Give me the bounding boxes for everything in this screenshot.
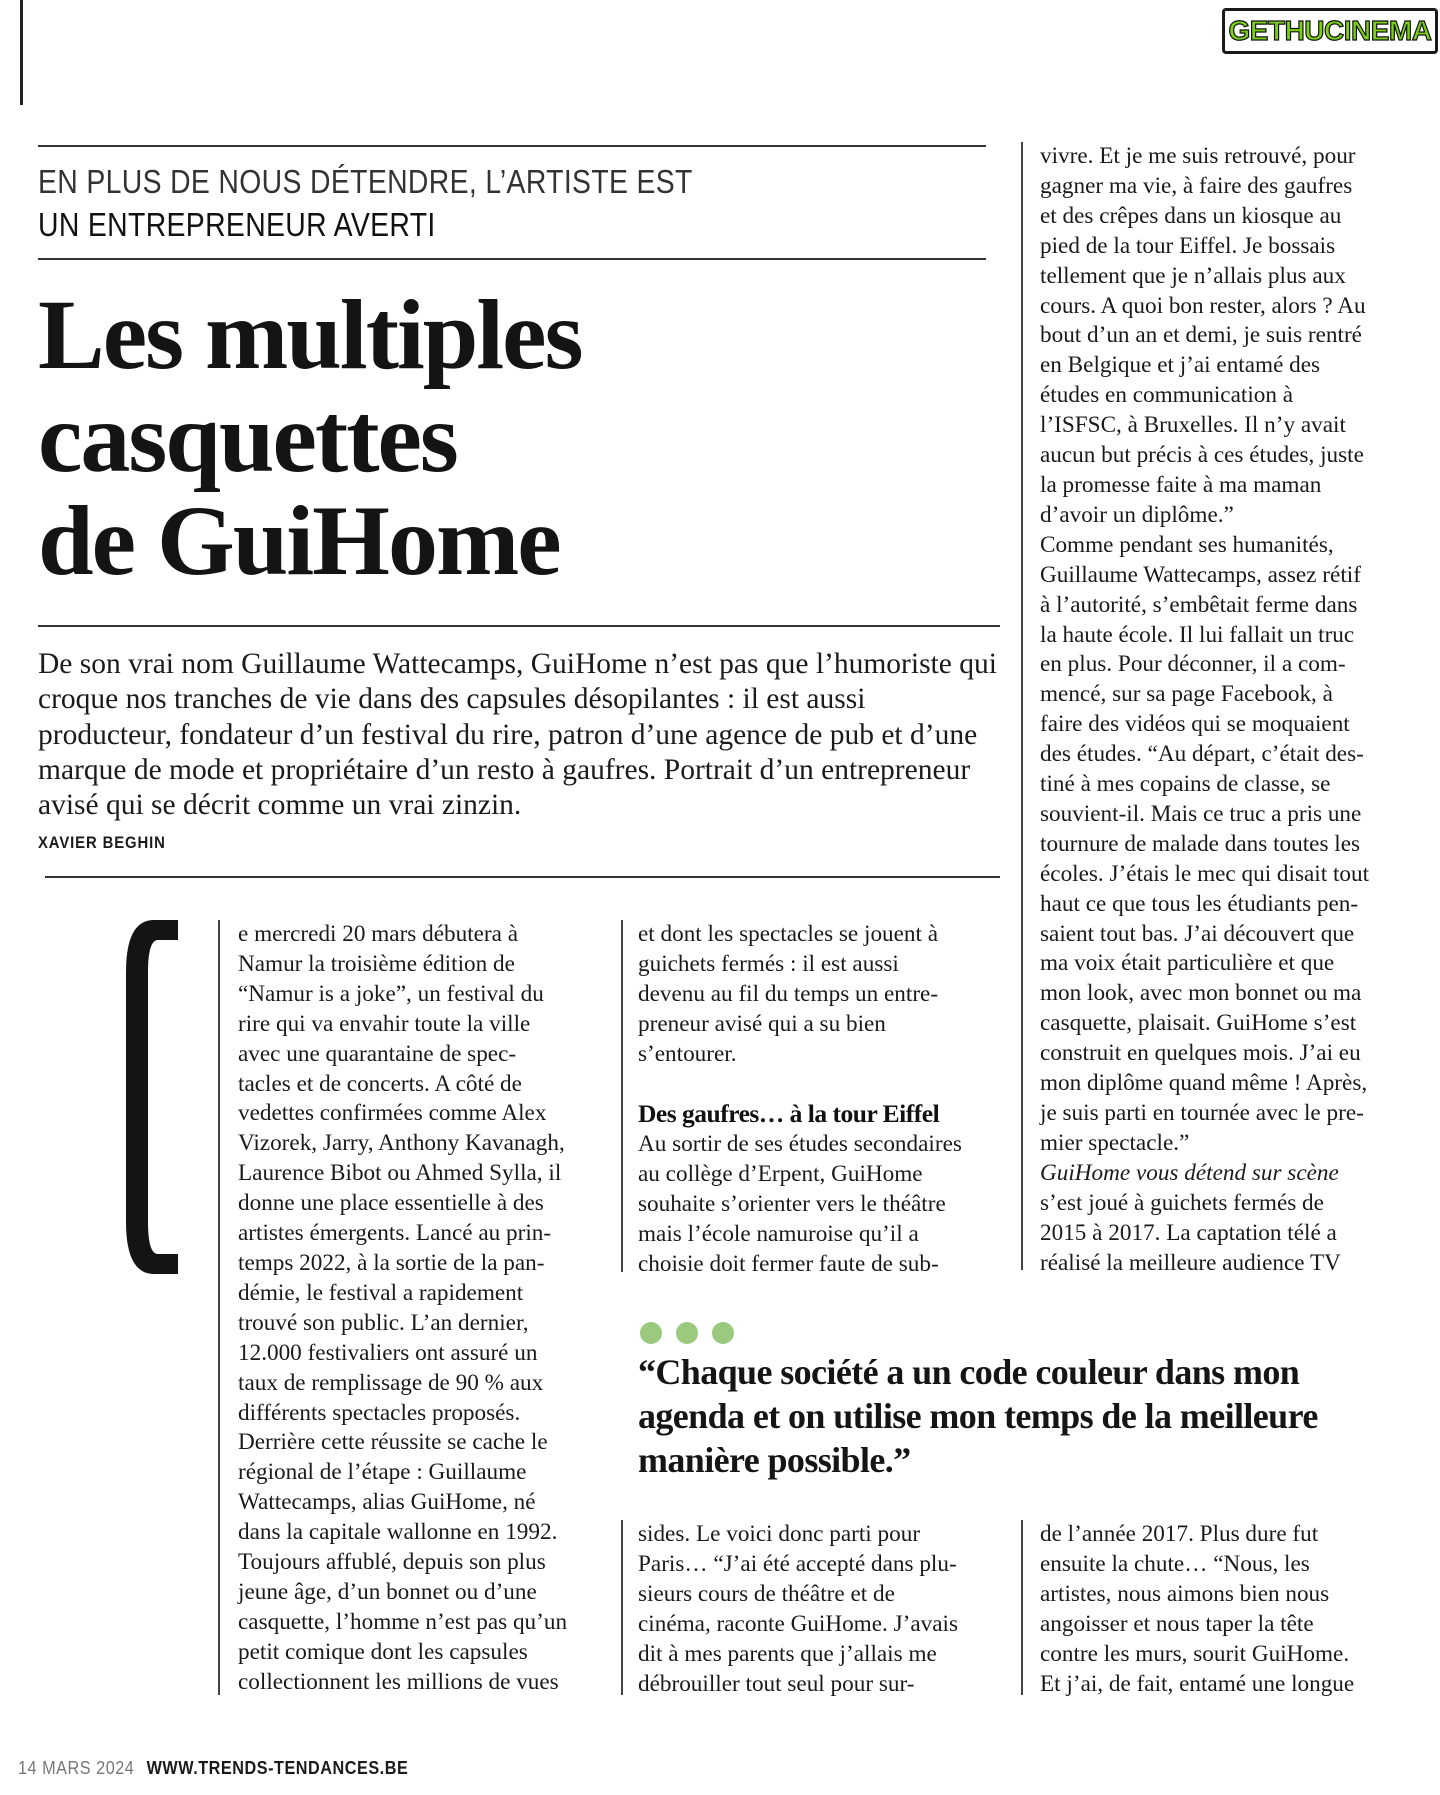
text-line: en plus. Pour déconner, il a com- bbox=[1040, 651, 1346, 678]
text-line: d’avoir un diplôme.” bbox=[1040, 501, 1234, 528]
text-line: vivre. Et je me suis retrouvé, pour bbox=[1040, 143, 1356, 169]
footer-date: 14 MARS 2024 bbox=[18, 1758, 135, 1778]
dropcap-letter bbox=[118, 912, 182, 1282]
text-line: tiné à mes copains de classe, se bbox=[1040, 771, 1331, 798]
text-line: cours. A quoi bon rester, alors ? Au bbox=[1040, 292, 1366, 319]
quote-line: manière possible.” bbox=[638, 1440, 911, 1480]
text-line: ensuite la chute… “Nous, les bbox=[1040, 1550, 1310, 1577]
column-1 bbox=[238, 920, 608, 1698]
column-3-tail-text bbox=[1040, 1189, 1425, 1279]
text-line: Namur la troisième édition de bbox=[238, 950, 515, 977]
text-line: faire des vidéos qui se moquaient bbox=[1040, 711, 1350, 738]
kicker-top-rule bbox=[38, 145, 986, 147]
title-line: casquettes bbox=[38, 382, 457, 493]
text-line: à l’autorité, s’embêtait ferme dans bbox=[1040, 591, 1358, 618]
text-line: souvient-il. Mais ce truc a pris une bbox=[1040, 800, 1362, 827]
subheading: Des gaufres… à la tour Eiffel bbox=[638, 1099, 940, 1128]
text-line: ma voix était particulière et que bbox=[1040, 950, 1335, 977]
footer-url[interactable]: WWW.TRENDS-TENDANCES.BE bbox=[146, 1758, 409, 1778]
show-title-italic: GuiHome vous détend sur scène bbox=[1040, 1159, 1339, 1186]
text-line: la haute école. Il lui fallait un truc bbox=[1040, 621, 1355, 648]
column-divider-2b bbox=[621, 1520, 623, 1695]
quote-line: agenda et on utilise mon temps de la meilleure bbox=[638, 1396, 1318, 1436]
text-line: mon look, avec mon bonnet ou ma bbox=[1040, 980, 1362, 1007]
text-line: différents spectacles proposés. bbox=[238, 1399, 521, 1426]
text-line: casquette, plaisait. GuiHome s’est bbox=[1040, 1010, 1357, 1037]
text-line: sieurs cours de théâtre et de bbox=[638, 1580, 895, 1607]
watermark-text: GETHUCINEMA bbox=[1228, 15, 1432, 46]
text-line: contre les murs, sourit GuiHome. bbox=[1040, 1640, 1350, 1667]
text-line: mais l’école namuroise qu’il a bbox=[638, 1220, 919, 1247]
text-line: Wattecamps, alias GuiHome, né bbox=[238, 1489, 536, 1516]
quote-dot bbox=[712, 1322, 734, 1344]
title-line: de GuiHome bbox=[38, 485, 560, 596]
text-line: dans la capitale wallonne en 1992. bbox=[238, 1519, 558, 1546]
text-line: s’entourer. bbox=[638, 1040, 737, 1067]
text-line: je suis parti en tournée avec le pre- bbox=[1040, 1100, 1364, 1126]
page-edge-rule bbox=[20, 0, 23, 105]
text-line: collectionnent les millions de vues bbox=[238, 1668, 559, 1695]
text-line: tellement que je n’allais plus aux bbox=[1040, 262, 1346, 289]
text-line: preneur avisé qui a su bien bbox=[638, 1010, 886, 1037]
text-line: casquette, l’homme n’est pas qu’un bbox=[238, 1608, 568, 1635]
text-line: et des crêpes dans un kiosque au bbox=[1040, 202, 1342, 229]
text-line: 12.000 festivaliers ont assuré un bbox=[238, 1339, 538, 1366]
quote-dot bbox=[676, 1322, 698, 1344]
text-line: artistes émergents. Lancé au prin- bbox=[238, 1220, 552, 1247]
text-line: de l’année 2017. Plus dure fut bbox=[1040, 1521, 1319, 1547]
text-line: Derrière cette réussite se cache le bbox=[238, 1429, 548, 1456]
kicker-line-2: UN ENTREPRENEUR AVERTI bbox=[38, 206, 436, 243]
text-line: devenu au fil du temps un entre- bbox=[638, 980, 939, 1007]
page-footer bbox=[18, 1758, 408, 1779]
text-line: choisie doit fermer faute de sub- bbox=[638, 1250, 939, 1277]
text-line: pied de la tour Eiffel. Je bossais bbox=[1040, 232, 1336, 259]
text-line: écoles. J’étais le mec qui disait tout bbox=[1040, 860, 1370, 887]
pull-quote bbox=[638, 1350, 1428, 1482]
lead-bottom-rule bbox=[45, 876, 1000, 878]
text-line: 2015 à 2017. La captation télé a bbox=[1040, 1219, 1337, 1246]
kicker-bottom-rule bbox=[38, 258, 986, 260]
column-3-bottom bbox=[1040, 1520, 1425, 1699]
text-line: donne une place essentielle à des bbox=[238, 1190, 544, 1217]
text-line: souhaite s’orienter vers le théâtre bbox=[638, 1190, 946, 1217]
quote-dot bbox=[640, 1322, 662, 1344]
text-line: Guillaume Wattecamps, assez rétif bbox=[1040, 561, 1361, 588]
text-line: l’ISFSC, à Bruxelles. Il n’y avait bbox=[1040, 412, 1346, 439]
kicker-line-1: EN PLUS DE NOUS DÉTENDRE, L’ARTISTE EST bbox=[38, 163, 693, 200]
column-divider-3b bbox=[1021, 1520, 1023, 1695]
text-line: haut ce que tous les étudiants pen- bbox=[1040, 890, 1359, 917]
text-line: trouvé son public. L’an dernier, bbox=[238, 1309, 529, 1336]
text-line: aucun but précis à ces études, juste bbox=[1040, 442, 1364, 469]
article-title bbox=[38, 279, 1038, 596]
text-line: jeune âge, d’un bonnet ou d’une bbox=[238, 1578, 537, 1605]
title-bottom-rule bbox=[38, 625, 1000, 627]
column-2-middle-text bbox=[638, 1130, 1018, 1280]
text-line: réalisé la meilleure audience TV bbox=[1040, 1249, 1341, 1276]
byline: XAVIER BEGHIN bbox=[38, 834, 166, 852]
column-3-top bbox=[1040, 142, 1425, 1278]
text-line: dit à mes parents que j’allais me bbox=[638, 1640, 937, 1667]
text-line: études en communication à bbox=[1040, 382, 1294, 409]
text-line: Toujours affublé, depuis son plus bbox=[238, 1549, 546, 1576]
column-2-middle bbox=[638, 1098, 1018, 1280]
text-line: avec une quarantaine de spec- bbox=[238, 1040, 517, 1067]
text-line: tacles et de concerts. A côté de bbox=[238, 1070, 522, 1097]
text-line: démie, le festival a rapidement bbox=[238, 1279, 524, 1306]
column-3-top-text bbox=[1040, 142, 1425, 1159]
quote-line: “Chaque société a un code couleur dans mon bbox=[638, 1352, 1300, 1392]
text-line: e mercredi 20 mars débutera à bbox=[238, 921, 519, 947]
text-line: mon diplôme quand même ! Après, bbox=[1040, 1070, 1368, 1097]
column-2-top bbox=[638, 920, 1018, 1070]
text-line: angoisser et nous taper la tête bbox=[1040, 1610, 1314, 1637]
text-line: taux de remplissage de 90 % aux bbox=[238, 1369, 544, 1396]
lead-paragraph: De son vrai nom Guillaume Wattecamps, GuiHome n’est pas que l’humoriste qui croque nos tranches de vie dans des capsules désopilantes : il est aussi producteur, fondateur d’un festival du rire, patron d’une agence de pub et d’une marque de mode et propriétaire d’un resto à gaufres. Portrait d’un entrepreneur avisé qui se décrit comme un vrai zinzin. bbox=[38, 648, 997, 822]
text-line: Paris… “J’ai été accepté dans plu- bbox=[638, 1550, 957, 1577]
title-line: Les multiples bbox=[38, 279, 582, 390]
text-line: la promesse faite à ma maman bbox=[1040, 471, 1322, 498]
text-line: et dont les spectacles se jouent à bbox=[638, 921, 939, 947]
kicker bbox=[38, 160, 864, 246]
text-line: rire qui va envahir toute la ville bbox=[238, 1010, 531, 1037]
text-line: mier spectacle.” bbox=[1040, 1129, 1190, 1156]
text-line: en Belgique et j’ai entamé des bbox=[1040, 352, 1321, 379]
text-line: Laurence Bibot ou Ahmed Sylla, il bbox=[238, 1160, 562, 1187]
watermark-logo bbox=[1222, 8, 1438, 54]
text-line: “Namur is a joke”, un festival du bbox=[238, 980, 544, 1007]
text-line: saient tout bas. J’ai découvert que bbox=[1040, 920, 1355, 947]
text-line: Et j’ai, de fait, entamé une longue bbox=[1040, 1670, 1355, 1697]
text-line: sides. Le voici donc parti pour bbox=[638, 1521, 921, 1547]
text-line: bout d’un an et demi, je suis rentré bbox=[1040, 322, 1362, 349]
text-line: gagner ma vie, à faire des gaufres bbox=[1040, 172, 1353, 199]
text-line: au collège d’Erpent, GuiHome bbox=[638, 1160, 923, 1187]
text-line: des études. “Au départ, c’était des- bbox=[1040, 741, 1364, 768]
text-line: tournure de malade dans toutes les bbox=[1040, 830, 1361, 857]
text-line: Au sortir de ses études secondaires bbox=[638, 1131, 962, 1157]
text-line: guichets fermés : il est aussi bbox=[638, 950, 899, 977]
column-2-bottom bbox=[638, 1520, 1018, 1699]
text-line: vedettes confirmées comme Alex bbox=[238, 1100, 547, 1127]
text-line: s’est joué à guichets fermés de bbox=[1040, 1189, 1324, 1216]
column-divider-1 bbox=[218, 920, 220, 1695]
text-line: petit comique dont les capsules bbox=[238, 1638, 528, 1665]
text-line: débrouiller tout seul pour sur- bbox=[638, 1670, 915, 1697]
text-line: mencé, sur sa page Facebook, à bbox=[1040, 681, 1333, 708]
column-divider-2a bbox=[621, 920, 623, 1272]
text-line: construit en quelques mois. J’ai eu bbox=[1040, 1040, 1361, 1067]
text-line: temps 2022, à la sortie de la pan- bbox=[238, 1249, 545, 1276]
text-line: Comme pendant ses humanités, bbox=[1040, 531, 1334, 558]
text-line: artistes, nous aimons bien nous bbox=[1040, 1580, 1330, 1607]
text-line: cinéma, raconte GuiHome. J’avais bbox=[638, 1610, 958, 1637]
text-line: régional de l’étape : Guillaume bbox=[238, 1459, 527, 1486]
text-line: Vizorek, Jarry, Anthony Kavanagh, bbox=[238, 1130, 565, 1157]
